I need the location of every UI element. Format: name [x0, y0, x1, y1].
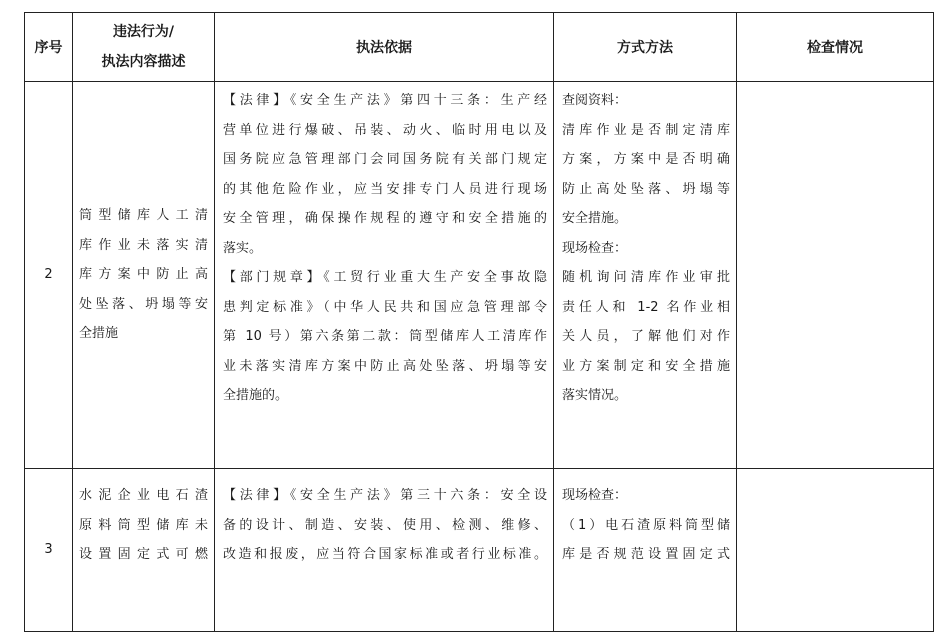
- desc-line: 水泥企业电石渣: [79, 488, 208, 503]
- desc-line: 库方案中防止高: [79, 267, 208, 283]
- method-line: 查阅资料：: [562, 93, 628, 108]
- basis-line: 业未落实清库方案中防止高处坠落、坍塌等安: [223, 358, 547, 374]
- method-line: 清库作业是否制定清库: [562, 122, 730, 138]
- basis-line: 落实。: [223, 240, 263, 256]
- method-line: 方案，方案中是否明确: [562, 152, 730, 167]
- desc-line: 筒型储库人工清: [79, 208, 208, 224]
- method-line: 责任人和 1-2 名作业相: [562, 299, 730, 315]
- method-line: 库是否规范设置固定式: [562, 547, 730, 562]
- basis-line: 【法律】《安全生产法》第三十六条：安全设: [223, 488, 547, 503]
- method-line: 业方案制定和安全措施: [562, 358, 730, 374]
- basis-line: 备的设计、制造、安装、使用、检测、维修、: [223, 517, 547, 533]
- inspection-method: [554, 82, 737, 469]
- basis-line: 【法律】《安全生产法》第四十三条：生产经: [223, 93, 547, 108]
- basis-line: 营单位进行爆破、吊装、动火、临时用电以及: [223, 122, 547, 138]
- header-desc: [73, 13, 215, 82]
- method-line: （1）电石渣原料筒型储: [562, 517, 730, 533]
- desc-line: 原料筒型储库未: [79, 517, 208, 533]
- enforcement-basis: [215, 469, 554, 632]
- row-number: 2: [25, 82, 73, 469]
- method-line: 防止高处坠落、坍塌等: [562, 181, 730, 197]
- table-row: [25, 469, 934, 632]
- basis-line: 国务院应急管理部门会同国务院有关部门规定: [223, 152, 547, 167]
- header-no: 序号: [25, 13, 73, 82]
- desc-line: 库作业未落实清: [79, 237, 208, 253]
- desc-line: 处坠落、坍塌等安: [79, 296, 208, 312]
- header-row: [25, 13, 934, 82]
- method-line: 落实情况。: [562, 388, 628, 403]
- method-line: 关人员，了解他们对作: [562, 329, 730, 344]
- method-line: 现场检查：: [562, 240, 628, 256]
- inspection-result: [737, 469, 934, 632]
- header-basis: 执法依据: [215, 13, 554, 82]
- enforcement-basis: [215, 82, 554, 469]
- header-desc-line1: 违法行为/: [112, 24, 175, 40]
- header-desc-line2: 执法内容描述: [101, 54, 186, 70]
- method-line: 安全措施。: [562, 211, 628, 226]
- inspection-method: [554, 469, 737, 632]
- desc-line: 设置固定式可燃: [79, 547, 208, 562]
- row-number: 3: [25, 469, 73, 632]
- header-check: 检查情况: [737, 13, 934, 82]
- desc-line: 全措施: [79, 326, 119, 342]
- method-line: 随机询问清库作业审批: [562, 270, 730, 285]
- basis-line: 的其他危险作业，应当安排专门人员进行现场: [223, 181, 547, 197]
- inspection-result: [737, 82, 934, 469]
- violation-description: [73, 469, 215, 632]
- violation-description: [73, 82, 215, 469]
- header-method: 方式方法: [554, 13, 737, 82]
- basis-line: 安全管理，确保操作规程的遵守和安全措施的: [223, 211, 547, 226]
- basis-line: 第 10 号）第六条第二款：筒型储库人工清库作: [223, 329, 547, 344]
- basis-line: 改造和报废，应当符合国家标准或者行业标准。: [223, 547, 547, 562]
- basis-line: 患判定标准》（中华人民共和国应急管理部令: [223, 299, 547, 315]
- enforcement-table: [24, 12, 934, 632]
- table-row: [25, 82, 934, 469]
- method-line: 现场检查：: [562, 488, 628, 503]
- basis-line: 全措施的。: [223, 388, 289, 403]
- basis-line: 【部门规章】《工贸行业重大生产安全事故隐: [223, 270, 547, 285]
